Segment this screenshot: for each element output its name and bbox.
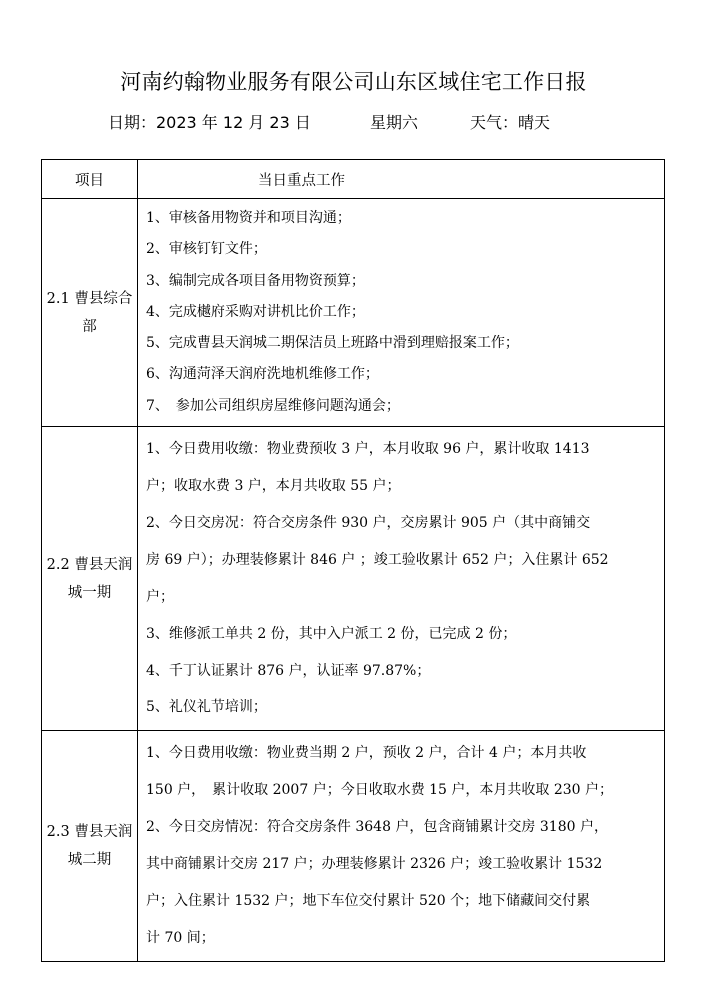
work-line: 户； (146, 588, 174, 605)
work-line: 1、今日费用收缴：物业费当期 2 户，预收 2 户，合计 4 户；本月共收 (146, 745, 587, 762)
work-line: 4、千丁认证累计 876 户，认证率 97.87%； (146, 662, 431, 679)
work-items (138, 731, 665, 961)
work-line: 房 69 户）；办理装修累计 846 户 ；竣工验收累计 652 户；入住累计 652 (146, 551, 609, 568)
work-line: 户；收取水费 3 户，本月共收取 55 户； (146, 477, 401, 494)
work-line: 5、完成曹县天润城二期保洁员上班路中滑到理赔报案工作； (146, 335, 519, 352)
work-line: 2、今日交房况：符合交房条件 930 户，交房累计 905 户（其中商铺交 (146, 514, 591, 531)
header-project: 项目 (42, 160, 138, 199)
work-line: 3、编制完成各项目备用物资预算； (146, 272, 365, 289)
report-title: 河南约翰物业服务有限公司山东区域住宅工作日报 (120, 70, 587, 94)
work-items (138, 199, 665, 427)
header-key-work: 当日重点工作 (138, 160, 665, 199)
report-date: 日期：2023 年 12 月 23 日 (108, 113, 311, 132)
table-row (42, 427, 665, 731)
work-line: 2、今日交房情况：符合交房条件 3648 户，包含商铺累计交房 3180 户， (146, 819, 608, 836)
work-line: 150 户， 累计收取 2007 户；今日收取水费 15 户，本月共收取 230 户； (146, 782, 614, 799)
table-row (42, 199, 665, 427)
work-line: 2、审核钉钉文件； (146, 241, 267, 258)
table-header-row (42, 160, 665, 199)
work-line: 其中商铺累计交房 217 户；办理装修累计 2326 户；竣工验收累计 1532 (146, 856, 603, 873)
section-name: 2.3 曹县天润城二期 (42, 731, 138, 961)
work-line: 5、礼仪礼节培训； (146, 699, 267, 716)
work-table (41, 159, 665, 962)
report-weather: 天气：晴天 (470, 113, 551, 132)
report-weekday: 星期六 (370, 113, 419, 132)
table-row (42, 731, 665, 961)
work-line: 7、 参加公司组织房屋维修问题沟通会； (146, 397, 400, 414)
work-items (138, 427, 665, 731)
section-name: 2.1 曹县综合部 (42, 199, 138, 427)
section-name: 2.2 曹县天润城一期 (42, 427, 138, 731)
work-line: 户；入住累计 1532 户；地下车位交付累计 520 个；地下储藏间交付累 (146, 892, 591, 909)
work-line: 1、今日费用收缴：物业费预收 3 户，本月收取 96 户，累计收取 1413 (146, 441, 590, 458)
work-line: 6、沟通菏泽天润府洗地机维修工作； (146, 366, 379, 383)
work-line: 1、审核备用物资并和项目沟通； (146, 210, 351, 226)
work-line: 3、维修派工单共 2 份，其中入户派工 2 份，已完成 2 份； (146, 625, 517, 642)
work-line: 4、完成樾府采购对讲机比价工作； (146, 303, 365, 320)
work-line: 计 70 间； (146, 929, 215, 946)
